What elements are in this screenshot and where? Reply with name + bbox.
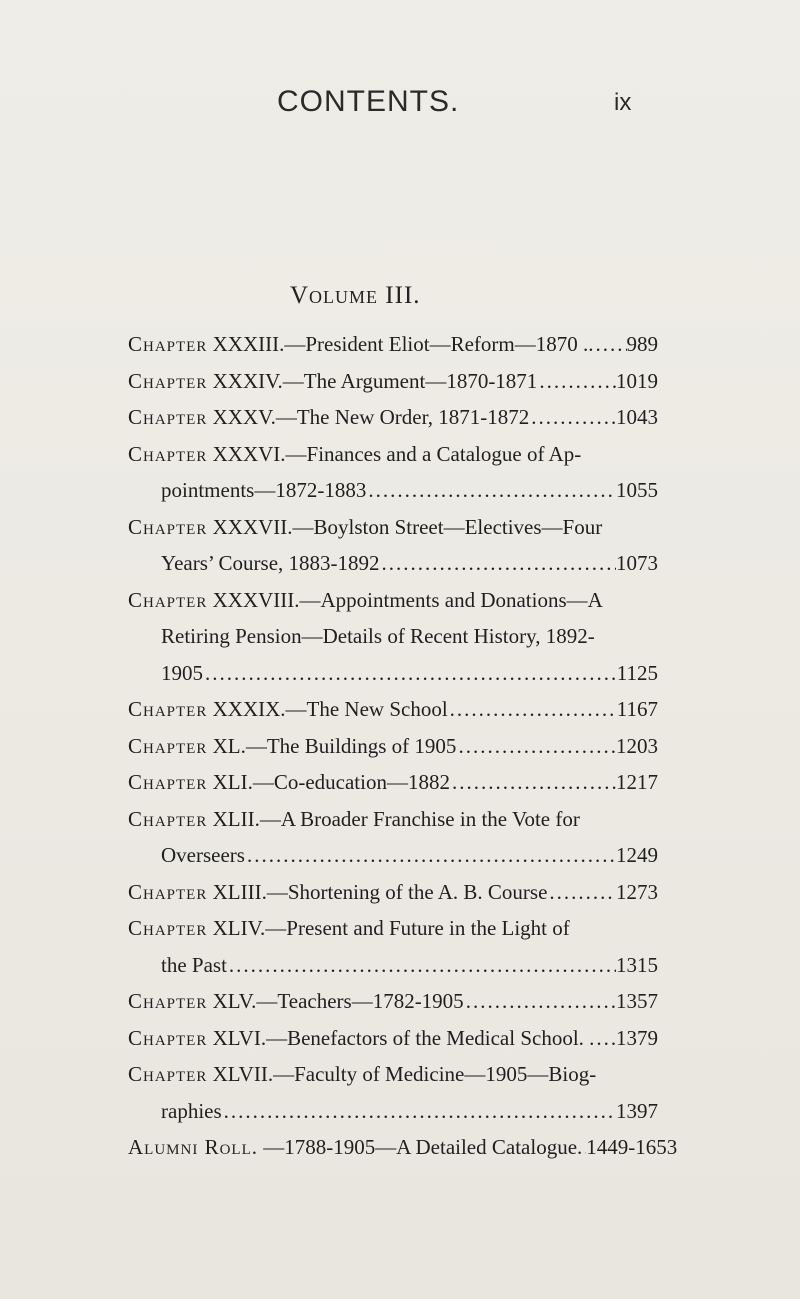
toc-entry-title: XXXVI.—Finances and a Catalogue of Ap- [212,441,582,466]
toc-entry-line [128,545,658,582]
toc-entry-title: Years’ Course, 1883-1892 [161,551,380,575]
dot-leader [203,655,617,692]
toc-entry-text [128,399,529,436]
toc-entry-text [128,728,456,765]
toc-entry-title: XXXIII.—President Eliot—Reform—1870 .. [212,332,594,356]
toc-entry-label: Chapter [128,441,208,466]
dot-leader [222,1093,616,1130]
toc-page-number: 1357 [616,989,658,1013]
toc-entry-title: XXXV.—The New Order, 1871-1872 [212,405,530,429]
toc-page-number: 1073 [616,551,658,575]
toc-entry-title: XLVI.—Benefactors of the Medical School. . [212,1025,595,1050]
toc-entry-title: the Past [161,952,227,977]
dot-leader [464,983,616,1020]
toc-page-number: 1167 [616,697,658,721]
dot-leader [529,399,616,436]
toc-entry-text [128,436,581,473]
toc-entry-line [128,472,658,509]
toc-page-number: 1043 [616,405,658,429]
toc-entry-text [128,801,580,838]
toc-entry-label: Chapter [128,989,208,1013]
dot-leader [456,728,616,765]
toc-entry-line [128,436,658,473]
toc-entry-line [128,910,658,947]
toc-entry-text [128,1129,582,1166]
toc-entry-line [128,947,658,984]
toc-entry-line [128,399,658,436]
toc-entry-line [128,582,658,619]
toc-entry-label: Chapter [128,770,208,794]
toc-entry-title: Overseers [161,843,245,867]
toc-entry-label: Chapter [128,1025,208,1050]
toc-entry-line [128,326,658,363]
toc-entry-title: raphies [161,1098,222,1123]
toc-entry-text [128,874,547,911]
toc-entry-title: XLI.—Co-education—1882 [212,770,450,794]
dot-leader [366,472,616,509]
toc-entry-label: Chapter [128,806,208,831]
toc-entry-title: XXXIV.—The Argument—1870-1871 [212,368,538,393]
toc-entry-title: 1905 [161,660,203,685]
toc-entry-line [128,655,658,692]
toc-page-number: 1397 [616,1098,658,1123]
toc-page-number: 1249 [616,843,658,867]
toc-entry-title: XLII.—A Broader Franchise in the Vote for [212,806,580,831]
toc-entry-line [128,618,658,655]
toc-entry-text [128,582,603,619]
toc-entry-title: —1788-1905—A Detailed Catalogue. [263,1135,583,1159]
toc-page-number: 1449-1653 [586,1135,678,1159]
toc-entry-title: pointments—1872-1883 [161,478,367,502]
toc-entry-label: Chapter [128,1062,208,1086]
toc-entry-line [128,837,658,874]
table-of-contents [128,326,678,1166]
toc-entry-label: Chapter [128,514,208,539]
toc-page-number: 1217 [616,770,658,794]
toc-entry-text [128,363,537,400]
volume-heading-text: Volume III. [290,282,421,309]
toc-page-number: 1273 [616,879,658,904]
toc-entry-line [128,1129,678,1166]
dot-leader [380,545,616,582]
toc-entry-text [128,910,570,947]
toc-entry-label: Chapter [128,587,208,612]
toc-entry-label: Alumni Roll. [128,1135,258,1159]
toc-entry-label: Chapter [128,405,208,429]
toc-entry-line [128,1020,658,1057]
toc-entry-label: Chapter [128,733,208,758]
toc-entry-title: XLV.—Teachers—1782-1905 [212,989,464,1013]
dot-leader [448,691,617,728]
page-number: ix [614,89,632,116]
toc-entry-title: XXXVIII.—Appointments and Donations—A [212,587,603,612]
volume-heading [290,282,421,310]
toc-entry-title: Retiring Pension—Details of Recent History, 1892- [161,624,595,648]
toc-entry-line [128,764,658,801]
toc-page-number: 1315 [616,952,658,977]
toc-entry-title: XLIII.—Shortening of the A. B. Course [212,879,548,904]
toc-page-number: 1019 [616,368,658,393]
dot-leader [227,947,616,984]
toc-entry-text [161,472,366,509]
toc-entry-label: Chapter [128,332,208,356]
toc-entry-line [128,691,658,728]
toc-entry-text [128,983,464,1020]
page-title: CONTENTS. [277,85,460,118]
toc-entry-text [161,618,595,655]
toc-entry-label: Chapter [128,368,208,393]
toc-entry-label: Chapter [128,697,208,721]
toc-entry-title: XLIV.—Present and Future in the Light of [212,916,570,940]
toc-entry-label: Chapter [128,916,208,940]
toc-entry-line [128,363,658,400]
toc-entry-text [128,691,448,728]
toc-entry-text [128,509,602,546]
toc-page-number: 989 [626,332,658,356]
toc-entry-line [128,983,658,1020]
toc-entry-text [128,326,593,363]
toc-entry-line [128,728,658,765]
dot-leader [547,874,616,911]
dot-leader [245,837,616,874]
toc-entry-text [161,837,245,874]
toc-entry-line [128,874,658,911]
toc-entry-text [161,655,203,692]
toc-entry-text [161,545,380,582]
dot-leader [537,363,616,400]
toc-entry-text [128,1056,596,1093]
toc-entry-title: XXXIX.—The New School [212,697,448,721]
toc-page-number: 1055 [616,478,658,502]
toc-entry-label: Chapter [128,879,208,904]
toc-entry-line [128,1093,658,1130]
toc-entry-line [128,801,658,838]
toc-entry-text [128,764,450,801]
toc-page-number: 1125 [616,660,658,685]
toc-entry-line [128,509,658,546]
toc-entry-title: XLVII.—Faculty of Medicine—1905—Biog- [212,1062,597,1086]
toc-entry-title: XL.—The Buildings of 1905 [212,733,457,758]
toc-entry-text [161,1093,222,1130]
toc-entry-title: XXXVII.—Boylston Street—Electives—Four [212,514,603,539]
dot-leader [594,1020,616,1057]
toc-entry-text [161,947,227,984]
toc-page-number: 1203 [616,733,658,758]
toc-entry-line [128,1056,658,1093]
toc-page-number: 1379 [616,1025,658,1050]
dot-leader [450,764,616,801]
toc-entry-text [128,1020,594,1057]
dot-leader [593,326,626,363]
